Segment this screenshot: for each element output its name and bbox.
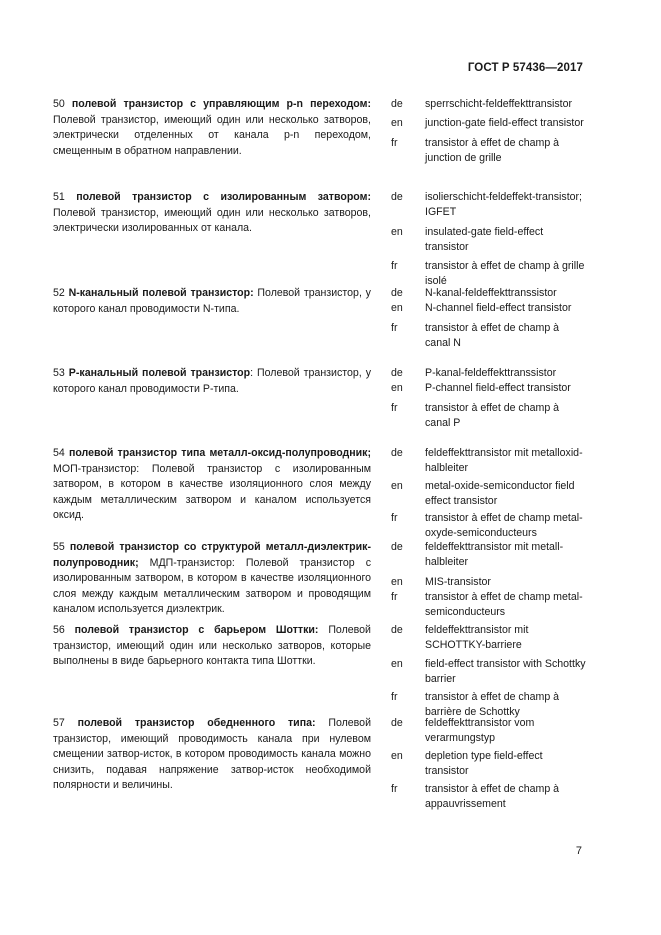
- entry-term: N-канальный полевой транзистор:: [68, 287, 254, 299]
- entry-definition: Полевой транзистор, имеющий один или несколько затворов, которые выполнены в виде барьерного контакта типа Шоттки.: [53, 624, 371, 667]
- translations-54: [391, 446, 586, 542]
- entry-number: 57: [53, 717, 65, 729]
- entry-definition: Полевой транзистор, имеющий один или несколько затворов, электрически изолированных от канала.: [53, 206, 371, 234]
- translation-en: en junction-gate field-effect transistor: [391, 117, 584, 130]
- translation-de: de feldeffekttransistor vom verarmungstyp: [391, 717, 535, 745]
- entry-term: полевой транзистор с барьером Шоттки:: [74, 624, 319, 636]
- translations-50: [391, 97, 586, 166]
- page-number: 7: [575, 845, 582, 857]
- translation-en: en insulated-gate field-effect transistor: [391, 225, 544, 253]
- translations-52: [391, 286, 586, 351]
- translation-en: en P-channel field-effect transistor: [391, 382, 571, 395]
- translation-de: de feldeffekttransistor mit SCHOTTKY-barriere: [391, 624, 529, 652]
- translation-fr: fr transistor à effet de champ à junction de grille: [391, 136, 560, 164]
- definition-56: [53, 623, 371, 670]
- definition-54: [53, 446, 371, 524]
- entry-number: 50: [53, 98, 65, 110]
- translation-de: de feldeffekttransistor mit metalloxid-halbleiter: [391, 447, 583, 475]
- translation-de: de P-kanal-feldeffekttranssistor: [391, 367, 557, 379]
- translation-fr: fr transistor à effet de champ à barrière de Schottky: [391, 691, 560, 719]
- translation-en: en depletion type field-effect transistor: [391, 749, 543, 777]
- translation-fr: fr transistor à effet de champ metal-semiconducteurs: [391, 590, 583, 619]
- translation-en: en MIS-transistor: [391, 575, 491, 588]
- translation-en: en N-channel field-effect transistor: [391, 302, 572, 315]
- document-header: ГОСТ Р 57436—2017: [467, 62, 583, 74]
- entry-number: 55: [53, 541, 65, 553]
- translation-de: de N-kanal-feldeffekttranssistor: [391, 287, 557, 299]
- definition-55: [53, 540, 371, 618]
- entry-definition: Полевой транзистор, у которого канал проводимости N-типа.: [53, 287, 371, 315]
- definition-53: [53, 366, 371, 397]
- definition-52: [53, 286, 371, 317]
- entry-definition: Полевой транзистор, имеющий проводимость канала при нулевом смещении затвор-исток, в котором проводимость канала можно снизить, подавая напряжение затвор-исток необходимой полярности и величины.: [53, 717, 371, 791]
- translation-en: en metal-oxide-semiconductor field effect transistor: [391, 479, 575, 507]
- translation-fr: fr transistor à effet de champ metal-oxyde-semiconducteurs: [391, 512, 583, 540]
- translations-55: [391, 540, 586, 620]
- definition-50: [53, 97, 371, 159]
- entry-term: полевой транзистор типа металл-оксид-полупроводник;: [68, 447, 371, 459]
- entry-term: полевой транзистор со структурой металл-диэлектрик-полупроводник;: [53, 541, 371, 569]
- translation-fr: fr transistor à effet de champ à canal P: [391, 401, 560, 429]
- translations-57: [391, 716, 586, 813]
- translation-fr: fr transistor à effet de champ à appauvrissement: [391, 783, 560, 811]
- entry-definition: : Полевой транзистор, у которого канал проводимости P-типа.: [53, 367, 371, 395]
- entry-term: полевой транзистор обедненного типа:: [77, 717, 316, 729]
- translation-de: de feldeffekttransistor mit metall-halbleiter: [391, 541, 564, 569]
- entry-number: 54: [53, 447, 65, 459]
- entry-definition: Полевой транзистор, имеющий один или несколько затворов, электрически отделенных от канала p-n переходом, смещенным в обратном направлении.: [53, 113, 371, 157]
- translations-51: [391, 190, 586, 290]
- entry-term: полевой транзистор с управляющим p-n переходом:: [71, 98, 371, 110]
- translation-de: de sperrschicht-feldeffekttransistor: [391, 98, 572, 110]
- entry-number: 52: [53, 287, 65, 299]
- entry-number: 56: [53, 624, 65, 636]
- entry-definition: МОП-транзистор: Полевой транзистор с изолированным затвором, в котором в качестве изоляционного слоя между каждым металлическим затвором и каналом используется оксид.: [53, 462, 371, 521]
- definition-57: [53, 716, 371, 794]
- translations-53: [391, 366, 586, 431]
- translation-en: en field-effect transistor with Schottky barrier: [391, 657, 586, 685]
- entry-term: P-канальный полевой транзистор: [68, 367, 251, 379]
- entry-number: 51: [53, 191, 65, 203]
- translation-de: de isolierschicht-feldeffekt-transistor; IGFET: [391, 191, 583, 219]
- entry-number: 53: [53, 367, 65, 379]
- entry-definition: МДП-транзистор: Полевой транзистор с изолированным затвором, в котором в качестве изоляционного слоя между каждым металлическим затвором и проводящим каналом используется диэлектрик.: [53, 556, 371, 615]
- entry-term: полевой транзистор с изолированным затвором:: [76, 191, 371, 203]
- translation-fr: fr transistor à effet de champ à canal N: [391, 321, 560, 349]
- translations-56: [391, 623, 586, 721]
- definition-51: [53, 190, 371, 237]
- translation-fr: fr transistor à effet de champ à grille isolé: [391, 260, 585, 288]
